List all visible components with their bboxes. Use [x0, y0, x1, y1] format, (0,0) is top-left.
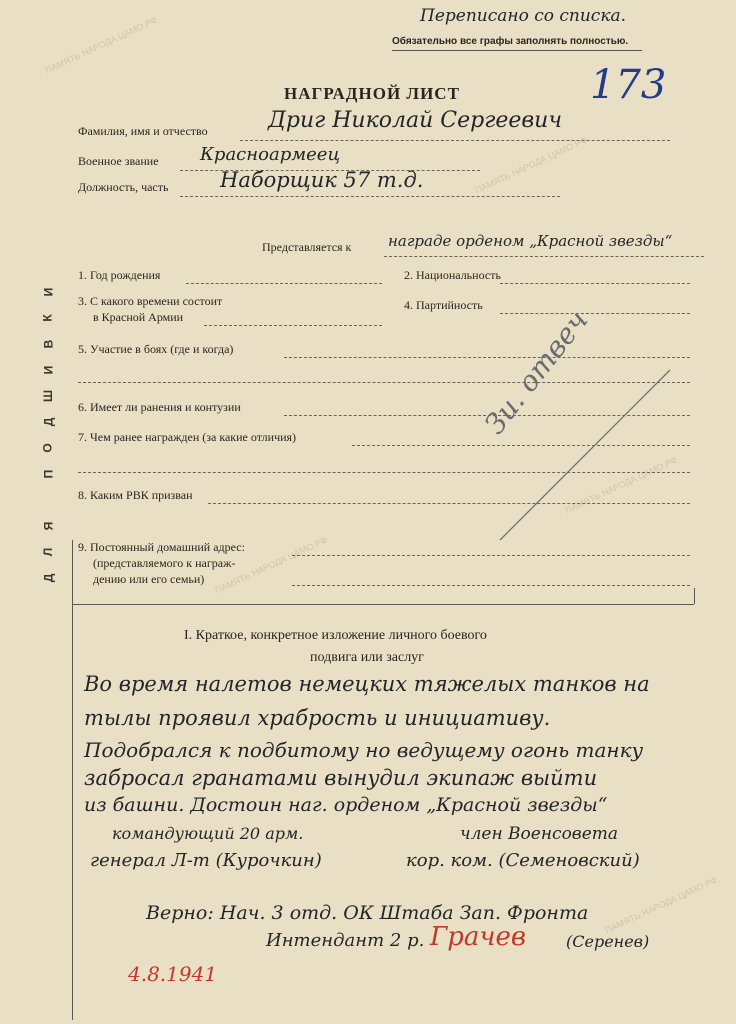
- q7-label: 7. Чем ранее награжден (за какие отличия): [78, 430, 297, 444]
- q1-label: 1. Год рождения: [78, 268, 161, 282]
- side-label-letter: Д: [41, 573, 55, 583]
- q4-label: 4. Партийность: [404, 298, 483, 312]
- position-value: Наборщик 57 т.д.: [220, 168, 424, 192]
- citation-line-2: тылы проявил храбрость и инициативу.: [84, 706, 551, 730]
- q2-label: 2. Национальность: [404, 268, 501, 282]
- side-label-letter: Ш: [41, 389, 55, 403]
- section-heading-cont: подвига или заслуг: [310, 650, 424, 665]
- handwritten-note: Переписано со списка.: [420, 6, 627, 26]
- date-red-pencil: 4.8.1941: [128, 962, 218, 986]
- citation-line-5: из башни. Достоин наг. орденом „Красной звезды“: [84, 794, 608, 816]
- q3-label: 3. С какого времени состоит: [78, 294, 223, 308]
- side-label-letter: Д: [41, 417, 55, 427]
- signature-council-name: кор. ком. (Семеновский): [406, 850, 640, 871]
- q9-label-cont2: дению или его семьи): [93, 572, 205, 586]
- nominated-value: награде орденом „Красной звезды“: [388, 232, 673, 250]
- certifier-rank: Интендант 2 р.: [266, 930, 425, 951]
- q5-label: 5. Участие в боях (где и когда): [78, 342, 234, 356]
- side-label-letter: И: [41, 365, 55, 375]
- side-label-letter: Л: [40, 547, 55, 557]
- q9-label: 9. Постоянный домашний адрес:: [78, 540, 245, 554]
- rank-value: Красноармеец: [200, 144, 341, 165]
- certifier-name: (Серенев): [566, 932, 650, 951]
- watermark: ПАМЯТЬ НАРОДА ЦАМО РФ: [563, 454, 679, 516]
- rank-label: Военное звание: [78, 154, 159, 168]
- q6-label: 6. Имеет ли ранения и контузии: [78, 400, 241, 414]
- nominated-label: Представляется к: [262, 240, 352, 254]
- signature-council-title: член Военсовета: [460, 824, 619, 844]
- side-label-letter: И: [41, 287, 55, 297]
- citation-line-4: забросал гранатами вынудил экипаж выйти: [84, 766, 598, 790]
- sheet-number: 173: [590, 62, 667, 108]
- side-label-letter: О: [41, 443, 55, 453]
- page-title: НАГРАДНОЙ ЛИСТ: [284, 84, 460, 103]
- certification-line: Верно: Нач. 3 отд. ОК Штаба Зап. Фронта: [146, 902, 589, 924]
- watermark: ПАМЯТЬ НАРОДА ЦАМО РФ: [43, 14, 159, 76]
- section-heading: I. Краткое, конкретное изложение личного боевого: [184, 628, 487, 643]
- watermark: ПАМЯТЬ НАРОДА ЦАМО РФ: [213, 534, 329, 596]
- name-value: Дриг Николай Сергеевич: [268, 108, 563, 133]
- side-label-letter: П: [41, 469, 55, 479]
- signature-commander-name: генерал Л-т (Курочкин): [90, 850, 322, 871]
- side-label-letter: В: [40, 339, 55, 349]
- watermark: ПАМЯТЬ НАРОДА ЦАМО РФ: [473, 134, 589, 196]
- side-label-letter: К: [40, 314, 55, 322]
- watermark: ПАМЯТЬ НАРОДА ЦАМО РФ: [603, 874, 719, 936]
- position-label: Должность, часть: [78, 180, 169, 194]
- q9-label-cont1: (представляемого к награж-: [93, 556, 236, 570]
- signature-commander-title: командующий 20 арм.: [112, 824, 304, 843]
- red-signature: Грачев: [430, 922, 527, 952]
- side-label-do-not-write: [38, 280, 58, 590]
- diagonal-note: Зи. отвеч: [478, 304, 595, 441]
- side-label-letter: Я: [41, 521, 55, 531]
- q8-label: 8. Каким РВК призван: [78, 488, 193, 502]
- citation-line-1: Во время налетов немецких тяжелых танков на: [84, 672, 650, 696]
- fill-instruction: Обязательно все графы заполнять полностью.: [392, 36, 629, 47]
- name-label: Фамилия, имя и отчество: [78, 124, 208, 138]
- q3-label-cont: в Красной Армии: [93, 310, 184, 324]
- citation-line-3: Подобрался к подбитому но ведущему огонь танку: [84, 738, 644, 762]
